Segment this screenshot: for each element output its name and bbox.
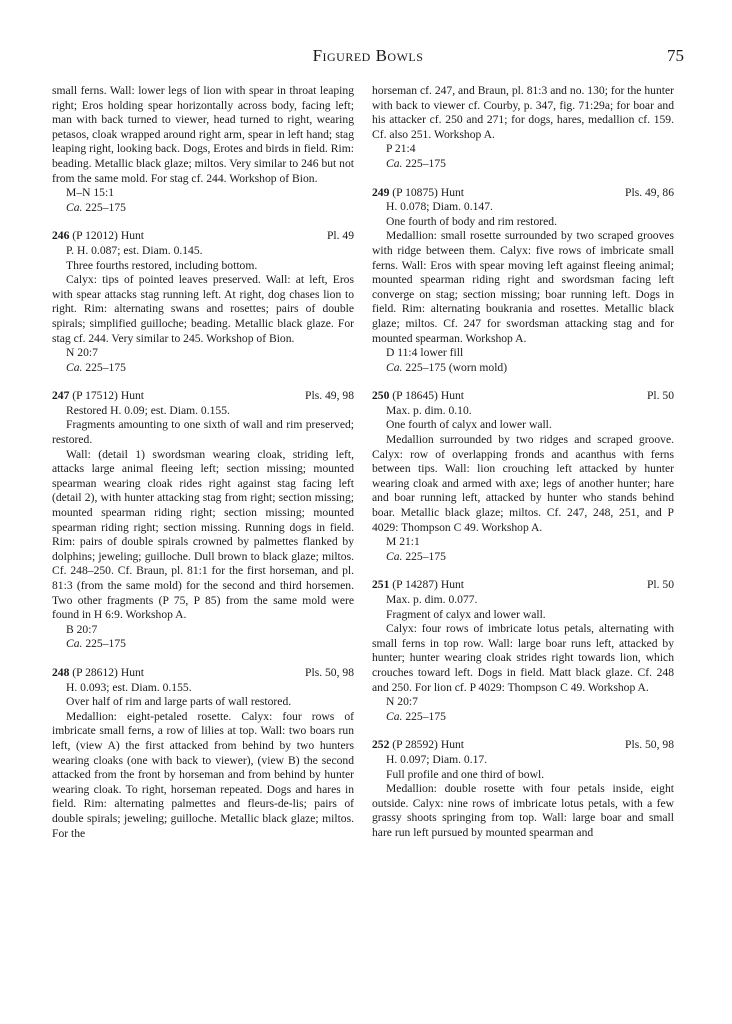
plate-reference: Pls. 49, 98 (305, 389, 354, 403)
dimensions: P. H. 0.087; est. Diam. 0.145. (66, 243, 203, 257)
entry-number: 252 (372, 738, 390, 752)
inventory-title: (P 14287) Hunt (392, 578, 465, 592)
entry-heading (52, 229, 354, 244)
page-header (52, 46, 684, 70)
entry-heading (372, 186, 674, 201)
catalog-entry-251 (372, 578, 674, 724)
entry-continuation-text: horseman cf. 247, and Braun, pl. 81:3 and no. 130; for the hunter with back to viewer cf. Courby, p. 347, fig. 71:29a; for boar and his attacker cf. 250 and 271; for dogs, hares, medallion cf. 159. Cf. also 251. Workshop A. (372, 84, 674, 141)
entry-number: 249 (372, 185, 390, 199)
entry-heading (52, 666, 354, 681)
plate-reference: Pl. 50 (646, 578, 674, 592)
plate-reference: Pls. 50, 98 (625, 738, 674, 752)
date: Ca. 225–175 (66, 637, 126, 651)
date: Ca. 225–175 (66, 360, 126, 374)
catalog-entry-247 (52, 389, 354, 652)
dimensions: Restored H. 0.09; est. Diam. 0.155. (66, 403, 230, 417)
entry-heading (372, 578, 674, 593)
description: Medallion surrounded by two ridges and scraped groove. Calyx: row of overlapping fronds and acanthus with ferns between tips. Wall: lion crouching left attacked by hunter wearing cloak and armed with axe; legs of another hunter; hare and boar running left, attacked by hunter who stands behind boar. Metallic black glaze; miltos. Cf. 247, 248, 251, and P 4029: Thompson C 49. Workshop A. (372, 433, 674, 534)
deposit: N 20:7 (386, 695, 418, 709)
date: Ca. 225–175 (worn mold) (386, 360, 508, 374)
dimensions: H. 0.097; Diam. 0.17. (386, 752, 488, 766)
date: Ca. 225–175 (386, 156, 446, 170)
page-number: 75 (667, 46, 684, 65)
deposit: B 20:7 (66, 622, 98, 636)
condition: One fourth of body and rim restored. (386, 214, 557, 228)
plate-reference: Pls. 49, 86 (625, 185, 674, 199)
dimensions: Max. p. dim. 0.10. (386, 403, 472, 417)
date: Ca. 225–175 (66, 200, 126, 214)
deposit: M–N 15:1 (66, 186, 114, 200)
description: Calyx: four rows of imbricate lotus petals, alternating with small ferns in top row. Wall: large boar runs left, attacked by hunter; hunter wearing cloak strides right towards lion, which crouches toward left. Dogs in field. Matt black glaze. Cf. 248 and 250. For lion cf. P 4029: Thompson C 49. Workshop A. (372, 622, 674, 694)
inventory-title: (P 10875) Hunt (392, 185, 465, 199)
entry-number: 250 (372, 389, 390, 403)
deposit: P 21:4 (386, 142, 416, 156)
inventory-title: (P 28592) Hunt (392, 738, 465, 752)
description: Calyx: tips of pointed leaves preserved. Wall: at left, Eros with spear attacks stag running left. At right, dog chases lion to right. Rim: alternating swans and rosettes; pairs of double spirals; simplified guilloche; beading. Metallic black glaze. For stag cf. 244. Very similar to 245. Workshop of Bion. (52, 273, 354, 345)
entry-number: 246 (52, 229, 70, 243)
inventory-title: (P 18645) Hunt (392, 389, 465, 403)
entry-heading (372, 389, 674, 404)
condition: Fragments amounting to one sixth of wall and rim preserved; restored. (52, 418, 354, 447)
dimensions: Max. p. dim. 0.077. (386, 593, 478, 606)
dimensions: H. 0.078; Diam. 0.147. (386, 200, 493, 214)
description: Medallion: double rosette with four petals inside, eight outside. Calyx: nine rows of imbricate lotus petals, with a few grassy shoots springing from top. Wall: large boar and small hare run left pursued by mounted spearman and (372, 782, 674, 839)
date: Ca. 225–175 (386, 709, 446, 723)
entry-heading (372, 738, 674, 753)
deposit: M 21:1 (386, 535, 420, 549)
deposit: D 11:4 lower fill (386, 346, 464, 360)
entry-number: 247 (52, 389, 70, 403)
catalog-entry-248 (52, 666, 354, 841)
entry-number: 248 (52, 665, 70, 679)
description: Wall: (detail 1) swordsman wearing cloak, striding left, attacks large animal fleeing left; section missing; mounted spearman wearing cloak rides right against stag facing left (detail 2), with hunter attacking stag from right; section missing; mounted spearman riding right; section missing; mounted spearman riding right; section missing. Running dogs in field. Rim: pairs of double spirals crowned by palmettes flanked by dolphins; jeweling; guilloche. Dull brown to black glaze; miltos. Cf. 248–250. Cf. Braun, pl. 81:1 for the first horseman, and pl. 81:3 (from the same mold) for the second and third horsemen. Two other fragments (P 75, P 85) from the same mold were found in H 6:9. Workshop A. (52, 447, 354, 622)
inventory-title: (P 28612) Hunt (72, 665, 145, 679)
catalog-entry-249 (372, 186, 674, 376)
left-column (52, 84, 354, 841)
deposit: N 20:7 (66, 346, 98, 360)
description: Medallion: eight-petaled rosette. Calyx: four rows of imbricate small ferns, a row of lilies at top. Wall: two boars run left, (view A) the first attacked from behind by two hunters wearing cloaks (one with back to viewer), (view B) the second attacked from the front by horseman and from behind by hunter wearing cloak. To right, horseman repeated. Dogs and hares in field. Rim: alternating palmettes and fleurs-de-lis; pairs of double spirals; jeweling; guilloche. Metallic black glaze; miltos. For the (52, 709, 354, 840)
condition: Over half of rim and large parts of wall restored. (66, 695, 292, 709)
condition: Three fourths restored, including bottom. (66, 258, 258, 272)
plate-reference: Pl. 49 (326, 229, 354, 243)
entry-number: 251 (372, 578, 390, 592)
right-column (372, 84, 674, 841)
description: Medallion: small rosette surrounded by two scraped grooves with ridge between them. Calyx: five rows of imbricate small ferns. Wall: Eros with spear moving left against fleeing animal; mounted spearman riding right and swordsman facing left converge on stag; section missing; boar running left. Dogs in field. Rim: alternating boukrania and rosettes. Metallic black glaze; miltos. Cf. 247 for swordsman attacking stag and for mounted spearman. Workshop A. (372, 229, 674, 345)
catalog-entry-250 (372, 389, 674, 564)
condition: Fragment of calyx and lower wall. (386, 607, 546, 621)
inventory-title: (P 12012) Hunt (72, 229, 145, 243)
dimensions: H. 0.093; est. Diam. 0.155. (66, 680, 192, 694)
condition: One fourth of calyx and lower wall. (386, 418, 552, 432)
condition: Full profile and one third of bowl. (386, 767, 545, 781)
running-head: Figured Bowls (312, 46, 424, 65)
entry-continuation-text: small ferns. Wall: lower legs of lion with spear in throat leaping right; Eros holding spear horizontally across body, facing left; man with back turned to viewer, head turned to right, wearing petasos, cloak wrapped around right arm, spear in left hand; stag leaping right, looking back. Dogs, Erotes and birds in field. Rim: beading. Metallic black glaze; miltos. Very similar to 246 but not from the same mold. For stag cf. 244. Workshop of Bion. (52, 84, 354, 185)
catalog-entry-252 (372, 738, 674, 840)
plate-reference: Pls. 50, 98 (305, 665, 354, 679)
inventory-title: (P 17512) Hunt (72, 389, 145, 403)
entry-heading (52, 389, 354, 404)
catalog-entry-246 (52, 229, 354, 375)
date: Ca. 225–175 (386, 549, 446, 563)
plate-reference: Pl. 50 (646, 389, 674, 403)
